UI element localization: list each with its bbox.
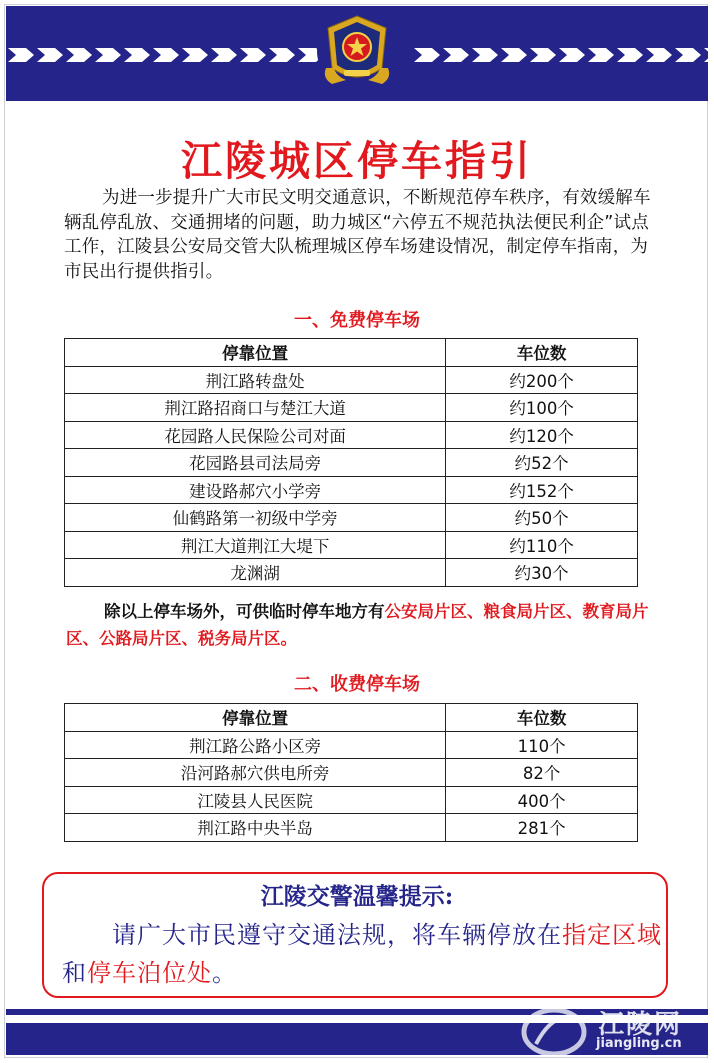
table-row bbox=[65, 504, 638, 532]
spaces-cell: 约200个 bbox=[446, 366, 638, 394]
chevron-mark bbox=[530, 48, 556, 62]
spaces-cell: 约110个 bbox=[446, 531, 638, 559]
site-watermark bbox=[514, 1000, 704, 1060]
spaces-cell: 约52个 bbox=[446, 449, 638, 477]
location-cell: 仙鹤路第一初级中学旁 bbox=[65, 504, 446, 532]
spaces-cell: 400个 bbox=[446, 786, 638, 814]
chevron-mark bbox=[8, 48, 34, 62]
table-header-row bbox=[65, 339, 638, 367]
chevron-mark bbox=[153, 48, 179, 62]
spaces-cell: 约152个 bbox=[446, 476, 638, 504]
chevron-mark bbox=[124, 48, 150, 62]
chevron-mark bbox=[472, 48, 498, 62]
location-cell: 花园路人民保险公司对面 bbox=[65, 421, 446, 449]
spaces-cell: 82个 bbox=[446, 759, 638, 787]
location-cell: 花园路县司法局旁 bbox=[65, 449, 446, 477]
free-parking-heading: 一、免费停车场 bbox=[294, 310, 420, 331]
location-cell: 建设路郝穴小学旁 bbox=[65, 476, 446, 504]
chevron-mark bbox=[37, 48, 63, 62]
table-row bbox=[65, 814, 638, 842]
chevron-mark bbox=[269, 48, 295, 62]
site-logo-icon bbox=[514, 1000, 594, 1060]
spaces-cell: 约30个 bbox=[446, 559, 638, 587]
spaces-cell: 约120个 bbox=[446, 421, 638, 449]
reminder-highlight-area: 指定区域 bbox=[562, 921, 662, 949]
table-row bbox=[65, 786, 638, 814]
table-header-row bbox=[65, 704, 638, 732]
reminder-text-plain: 请广大市民遵守交通法规，将车辆停放在 bbox=[112, 921, 562, 949]
note-highlight: 公安局片区、粮食局片区、教育局片区、公路局片区、税务局片区。 bbox=[66, 602, 649, 648]
reminder-text-end: 。 bbox=[212, 959, 237, 987]
chevron-mark bbox=[675, 48, 701, 62]
location-cell: 荆江路招商口与楚江大道 bbox=[65, 394, 446, 422]
chevron-mark bbox=[559, 48, 585, 62]
location-cell: 江陵县人民医院 bbox=[65, 786, 446, 814]
chevron-mark bbox=[704, 48, 708, 62]
chevron-mark bbox=[646, 48, 672, 62]
chevron-mark bbox=[588, 48, 614, 62]
table-row bbox=[65, 394, 638, 422]
location-cell: 荆江路转盘处 bbox=[65, 366, 446, 394]
table-row bbox=[65, 449, 638, 477]
chevron-mark bbox=[66, 48, 92, 62]
column-header-spaces: 车位数 bbox=[446, 339, 638, 367]
location-cell: 龙渊湖 bbox=[65, 559, 446, 587]
reminder-text bbox=[62, 916, 662, 992]
reminder-highlight-berth: 停车泊位处 bbox=[87, 959, 212, 987]
chevron-mark bbox=[414, 48, 440, 62]
temporary-parking-note bbox=[66, 598, 656, 652]
watermark-url: jiangling.cn bbox=[596, 1036, 682, 1051]
table-row bbox=[65, 759, 638, 787]
spaces-cell: 约50个 bbox=[446, 504, 638, 532]
reminder-title: 江陵交警温馨提示: bbox=[260, 883, 454, 910]
page-title: 江陵城区停车指引 bbox=[181, 137, 533, 185]
spaces-cell: 110个 bbox=[446, 731, 638, 759]
spaces-cell: 281个 bbox=[446, 814, 638, 842]
chevron-mark bbox=[501, 48, 527, 62]
table-row bbox=[65, 421, 638, 449]
location-cell: 荆江路公路小区旁 bbox=[65, 731, 446, 759]
table-row bbox=[65, 476, 638, 504]
reminder-text-and: 和 bbox=[62, 959, 87, 987]
intro-paragraph: 为进一步提升广大市民文明交通意识，不断规范停车秩序，有效缓解车辆乱停乱放、交通拥堵的问题，助力城区“六停五不规范执法便民利企”试点工作，江陵县公安局交管大队梳理城区停车场建设情况，制定停车指南，为市民出行提供指引。 bbox=[64, 188, 651, 282]
chevron-mark bbox=[617, 48, 643, 62]
location-cell: 荆江路中央半岛 bbox=[65, 814, 446, 842]
column-header-location: 停靠位置 bbox=[65, 339, 446, 367]
watermark-site-name: 江陵网 bbox=[598, 1010, 683, 1040]
paid-parking-heading: 二、收费停车场 bbox=[294, 674, 420, 695]
table-row bbox=[65, 366, 638, 394]
chevron-mark bbox=[211, 48, 237, 62]
location-cell: 荆江大道荆江大堤下 bbox=[65, 531, 446, 559]
table-row bbox=[65, 731, 638, 759]
chevron-mark bbox=[182, 48, 208, 62]
chevron-mark bbox=[443, 48, 469, 62]
note-text: 除以上停车场外，可供临时停车地方有 bbox=[104, 602, 385, 621]
location-cell: 沿河路郝穴供电所旁 bbox=[65, 759, 446, 787]
free-parking-table bbox=[64, 338, 638, 587]
paid-parking-table bbox=[64, 703, 638, 842]
spaces-cell: 约100个 bbox=[446, 394, 638, 422]
column-header-location: 停靠位置 bbox=[65, 704, 446, 732]
chevron-mark bbox=[240, 48, 266, 62]
police-emblem-icon bbox=[316, 10, 398, 92]
column-header-spaces: 车位数 bbox=[446, 704, 638, 732]
chevron-mark bbox=[95, 48, 121, 62]
table-row bbox=[65, 531, 638, 559]
table-row bbox=[65, 559, 638, 587]
